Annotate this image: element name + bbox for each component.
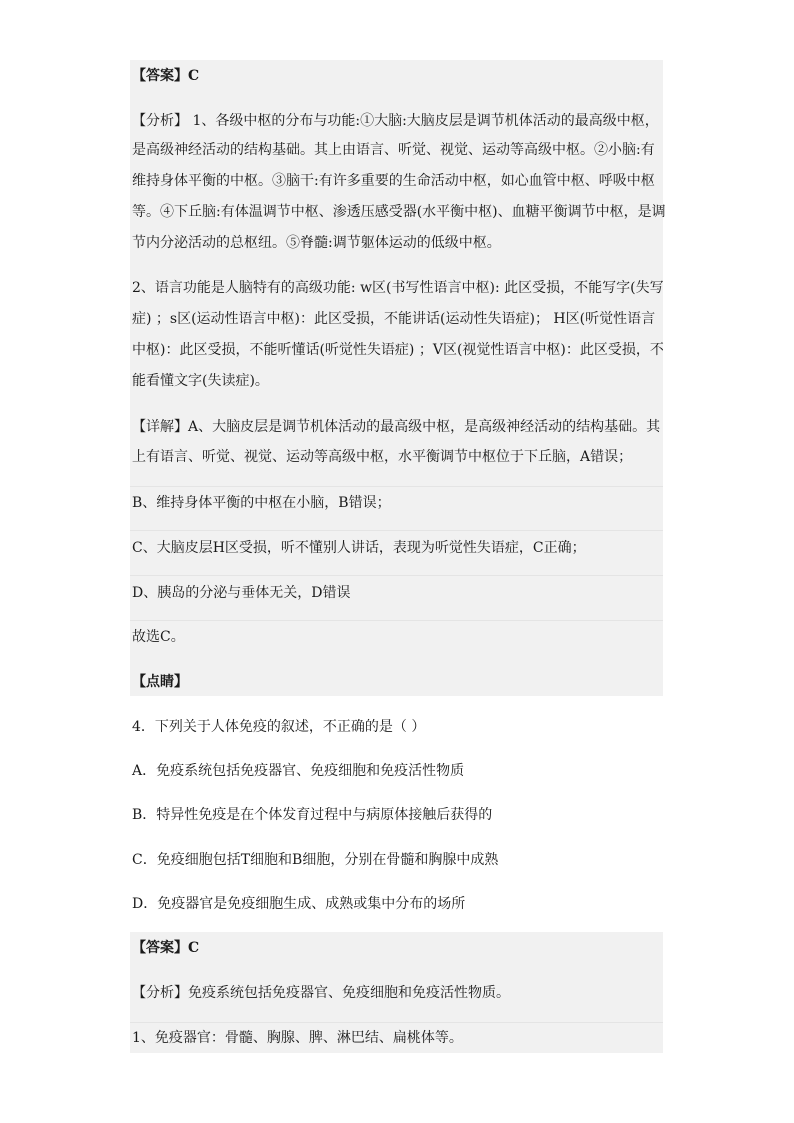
analysis-line: 是高级神经活动的结构基础。其上由语言、听觉、视觉、运动等高级中枢。②小脑:有 <box>132 142 655 158</box>
solution-area-1 <box>130 60 666 696</box>
detail-line: 【详解】A、大脑皮层是调节机体活动的最高级中枢，是高级神经活动的结构基础。其 <box>132 419 661 435</box>
language-function-line: 症) ；s区(运动性语言中枢)：此区受损，不能讲话(运动性失语症)； H区(听觉性语言 <box>132 311 656 327</box>
analysis-line: 【分析】 1、各级中枢的分布与功能:①大脑:大脑皮层是调节机体活动的最高级中枢， <box>132 113 659 129</box>
row-divider <box>130 530 663 531</box>
option-d: D．免疫器官是免疫细胞生成、成熟或集中分布的场所 <box>132 896 466 912</box>
detail-option-d: D、胰岛的分泌与垂体无关，D错误 <box>132 585 351 601</box>
analysis-line: 等。④下丘脑:有体温调节中枢、渗透压感受器(水平衡中枢)、血糖平衡调节中枢，是调 <box>132 204 666 220</box>
immune-organs-line: 1、免疫器官：骨髓、胸腺、脾、淋巴结、扁桃体等。 <box>132 1030 463 1046</box>
analysis-line: 【分析】免疫系统包括免疫器官、免疫细胞和免疫活性物质。 <box>132 985 510 1001</box>
row-divider <box>130 575 663 576</box>
row-divider <box>130 620 663 621</box>
conclusion-text: 故选C。 <box>132 629 185 645</box>
language-function-line: 能看懂文字(失读症)。 <box>132 373 269 389</box>
detail-line: 上有语言、听觉、视觉、运动等高级中枢，水平衡调节中枢位于下丘脑，A错误； <box>132 449 633 465</box>
analysis-line: 节内分泌活动的总枢纽。⑤脊髓:调节躯体运动的低级中枢。 <box>132 235 501 251</box>
row-divider <box>130 486 663 487</box>
tip-label: 【点睛】 <box>132 674 188 690</box>
detail-option-b: B、维持身体平衡的中枢在小脑，B错误； <box>132 495 391 511</box>
option-b: B．特异性免疫是在个体发育过程中与病原体接触后获得的 <box>132 807 493 823</box>
solution-area-2 <box>130 932 663 1053</box>
detail-option-c: C、大脑皮层H区受损，听不懂别人讲话，表现为听觉性失语症，C正确； <box>132 540 586 556</box>
language-function-line: 中枢)：此区受损，不能听懂话(听觉性失语症) ；V区(视觉性语言中枢)：此区受损，不 <box>132 342 664 358</box>
answer-label: 【答案】C <box>132 68 200 84</box>
question-stem: 4．下列关于人体免疫的叙述，不正确的是（ ） <box>132 719 426 735</box>
analysis-line: 维持身体平衡的中枢。③脑干:有许多重要的生命活动中枢，如心血管中枢、呼吸中枢 <box>132 173 655 189</box>
option-c: C．免疫细胞包括T细胞和B细胞，分别在骨髓和胸腺中成熟 <box>132 852 499 868</box>
answer-label: 【答案】C <box>132 940 200 956</box>
option-a: A．免疫系统包括免疫器官、免疫细胞和免疫活性物质 <box>132 763 465 779</box>
language-function-line: 2、语言功能是人脑特有的高级功能: w区(书写性语言中枢): 此区受损，不能写字(失写 <box>132 280 664 296</box>
row-divider <box>130 1022 663 1023</box>
